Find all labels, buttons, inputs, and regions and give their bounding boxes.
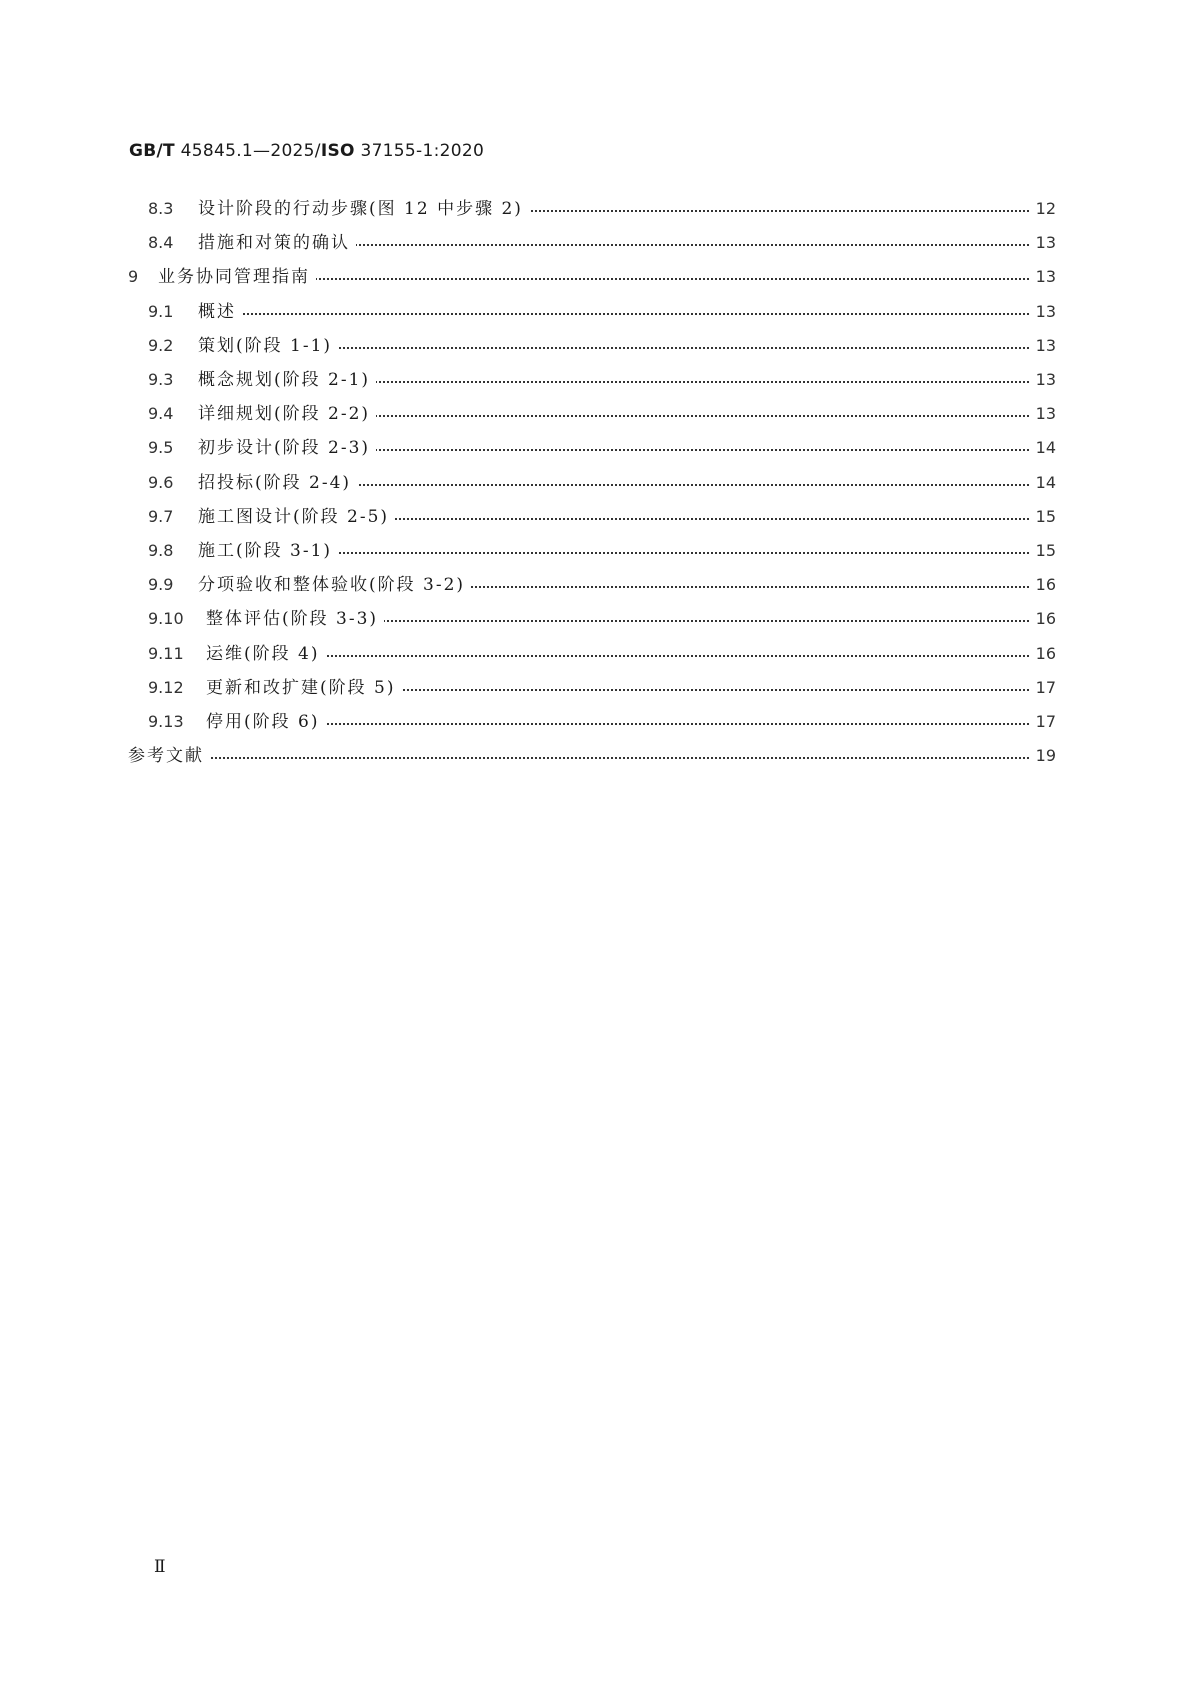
toc-entry-page: 13 bbox=[1030, 328, 1056, 364]
toc-entry-title: 设计阶段的行动步骤(图 12 中步骤 2) bbox=[198, 191, 529, 227]
toc-entry-number: 9.6 bbox=[148, 472, 174, 492]
toc-entry-number: 9.11 bbox=[148, 643, 184, 663]
toc-entry[interactable] bbox=[0, 601, 1191, 637]
header-standard-number: 45845.1—2025/ bbox=[174, 141, 321, 161]
toc-entry-title: 业务协同管理指南 bbox=[158, 259, 316, 295]
header-iso-label: ISO bbox=[320, 141, 355, 161]
toc-entry[interactable] bbox=[0, 567, 1191, 603]
toc-entry-title: 策划(阶段 1-1) bbox=[198, 328, 338, 364]
toc-entry-number: 9.8 bbox=[148, 541, 174, 560]
header-iso-number: 37155-1:2020 bbox=[354, 141, 485, 161]
toc-entry[interactable] bbox=[0, 465, 1191, 501]
toc-entry-title: 概念规划(阶段 2-1) bbox=[198, 362, 376, 398]
toc-entry-title: 运维(阶段 4) bbox=[206, 636, 325, 672]
toc-entry-title: 初步设计(阶段 2-3) bbox=[198, 430, 376, 466]
toc-entry-title: 措施和对策的确认 bbox=[198, 225, 356, 261]
toc-entry-title: 招投标(阶段 2-4) bbox=[198, 465, 357, 501]
toc-entry-number: 9 bbox=[128, 267, 139, 287]
toc-entry-title: 施工(阶段 3-1) bbox=[198, 533, 338, 569]
toc-entry-page: 12 bbox=[1030, 191, 1056, 227]
toc-entry-number: 9.5 bbox=[148, 438, 174, 458]
toc-entry-page: 15 bbox=[1030, 533, 1056, 569]
toc-entry-number: 9.13 bbox=[148, 712, 184, 731]
toc-entry-title: 概述 bbox=[198, 294, 242, 330]
toc-entry-number: 9.1 bbox=[148, 301, 174, 321]
toc-entry[interactable] bbox=[0, 670, 1191, 706]
toc-entry-number: 8.4 bbox=[148, 233, 174, 253]
toc-entry-number: 9.7 bbox=[148, 506, 174, 526]
toc-entry-page: 13 bbox=[1030, 225, 1056, 261]
toc-entry-title: 参考文献 bbox=[128, 738, 210, 774]
toc-entry-page: 19 bbox=[1030, 738, 1056, 774]
toc-entry-page: 16 bbox=[1030, 601, 1056, 637]
toc-entry-number: 9.4 bbox=[148, 404, 174, 424]
toc-entry[interactable] bbox=[0, 191, 1191, 227]
toc-entry[interactable] bbox=[0, 430, 1191, 466]
toc-entry-page: 16 bbox=[1030, 636, 1056, 672]
toc-entry[interactable] bbox=[0, 396, 1191, 432]
toc-entry-page: 17 bbox=[1030, 704, 1056, 740]
toc-entry-number: 9.12 bbox=[148, 677, 184, 697]
toc-leader-dots bbox=[198, 294, 1029, 330]
header-standard-prefix: GB/T bbox=[129, 141, 175, 161]
page-number: Ⅱ bbox=[154, 1557, 166, 1577]
toc-entry-page: 14 bbox=[1030, 465, 1056, 501]
toc-entry[interactable] bbox=[0, 328, 1191, 364]
toc-entry-title: 详细规划(阶段 2-2) bbox=[198, 396, 376, 432]
toc-entry[interactable] bbox=[0, 362, 1191, 398]
toc-entry-number: 8.3 bbox=[148, 199, 174, 218]
toc-leader-dots bbox=[206, 704, 1029, 740]
toc-entry-page: 13 bbox=[1030, 259, 1056, 295]
toc-entry-title: 更新和改扩建(阶段 5) bbox=[206, 670, 401, 706]
document-header bbox=[129, 141, 484, 161]
toc-entry[interactable] bbox=[0, 533, 1191, 569]
toc-entry-title: 整体评估(阶段 3-3) bbox=[206, 601, 384, 637]
toc-leader-dots bbox=[206, 636, 1029, 672]
toc-entry[interactable] bbox=[0, 499, 1191, 535]
toc-entry-page: 13 bbox=[1030, 362, 1056, 398]
toc-entry-number: 9.10 bbox=[148, 609, 184, 629]
toc-entry-references[interactable] bbox=[0, 738, 1191, 774]
toc-entry-number: 9.3 bbox=[148, 370, 174, 389]
toc-entry-title: 施工图设计(阶段 2-5) bbox=[198, 499, 395, 535]
toc-entry-page: 15 bbox=[1030, 499, 1056, 535]
toc-entry-number: 9.9 bbox=[148, 575, 174, 595]
toc-entry-page: 13 bbox=[1030, 396, 1056, 432]
toc-entry[interactable] bbox=[0, 259, 1191, 295]
toc-entry[interactable] bbox=[0, 636, 1191, 672]
toc-entry[interactable] bbox=[0, 294, 1191, 330]
toc-entry-page: 13 bbox=[1030, 294, 1056, 330]
toc-entry[interactable] bbox=[0, 704, 1191, 740]
toc-entry-page: 17 bbox=[1030, 670, 1056, 706]
toc-leader-dots bbox=[128, 738, 1029, 774]
toc-entry-title: 分项验收和整体验收(阶段 3-2) bbox=[198, 567, 471, 603]
toc-entry-page: 14 bbox=[1030, 430, 1056, 466]
toc-entry-page: 16 bbox=[1030, 567, 1056, 603]
toc-entry[interactable] bbox=[0, 225, 1191, 261]
toc-entry-number: 9.2 bbox=[148, 335, 174, 355]
toc-entry-title: 停用(阶段 6) bbox=[206, 704, 325, 740]
